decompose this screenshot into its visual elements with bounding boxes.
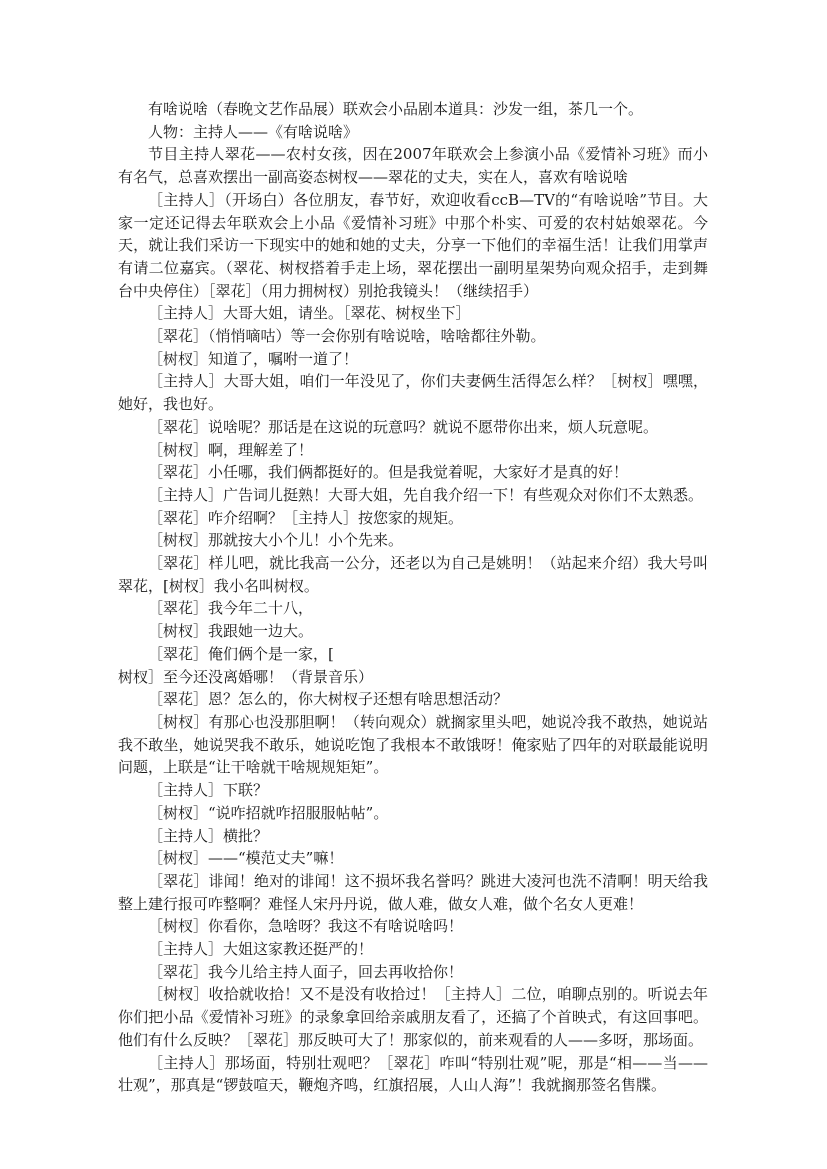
paragraph-host-intro: 节目主持人翠花——农村女孩，因在2007年联欢会上参演小品《爱情补习班》而小有名气，总喜欢摆出一副高姿态树杈——翠花的丈夫，实在人，喜欢有啥说啥 — [118, 145, 708, 187]
dialogue-line: ［树杈］那就按大小个儿！小个先来。 — [148, 531, 404, 550]
dialogue-line: ［树杈］——“模范丈夫”嘛！ — [148, 849, 344, 868]
dialogue-line: ［主持人］横批？ — [148, 826, 269, 845]
dialogue-line: ［主持人］大哥大姐，咱们一年没见了，你们夫妻俩生活得怎么样？［树杈］嘿嘿，她好，我也好。 — [118, 372, 708, 414]
dialogue-line: ［翠花］样儿吧，就比我高一公分，还老以为自己是姚明！（站起来介绍）我大号叫翠花，[树杈］我小名叫树杈。 — [118, 554, 708, 595]
dialogue-line: ［树杈］收拾就收拾！又不是没有收拾过！［主持人］二位，咱聊点别的。听说去年你们把小品《爱情补习班》的录象拿回给亲戚朋友看了，还搞了个首映式，有这回事吧。他们有什么反映？［翠花］那反映可大了！那家似的，前来观看的人——多呀，那场面。 — [118, 985, 708, 1049]
dialogue-line: ［翠花］俺们俩个是一家，[ — [148, 644, 334, 663]
dialogue-line: ［翠花］说啥呢？那话是在这说的玩意吗？就说不愿带你出来，烦人玩意呢。 — [148, 417, 659, 436]
dialogue-line: ［主持人］下联？ — [148, 781, 269, 800]
paragraph-opening: ［主持人］（开场白）各位朋友，春节好，欢迎收看ccB—TV的“有啥说啥”节目。大家一定还记得去年联欢会上小品《爱情补习班》中那个朴实、可爱的农村姑娘翠花。今天，就让我们采访一下现实中的她和她的丈夫，分享一下他们的幸福生活！让我们用掌声有请二位嘉宾。（翠花、树杈搭着手走上场，翠花摆出一副明星架势向观众招手，走到舞台中央停住）［翠花］（用力拥树杈）别抢我镜头！（继续招手） — [118, 190, 708, 300]
dialogue-line: ［主持人］大姐这家教还挺严的！ — [148, 940, 374, 959]
dialogue-line: ［翠花］恩？怎么的，你大树杈子还想有啥思想活动？ — [148, 690, 509, 709]
dialogue-line: ［翠花］咋介绍啊？［主持人］按您家的规矩。 — [148, 508, 464, 527]
paragraph-characters: 人物：主持人——《有啥说啥》 — [148, 122, 359, 141]
dialogue-line: ［树杈］知道了，嘱咐一道了！ — [148, 349, 359, 368]
document-body — [118, 98, 708, 1097]
dialogue-line: ［主持人］广告词儿挺熟！大哥大姐，先自我介绍一下！有些观众对你们不太熟悉。 — [148, 485, 704, 504]
dialogue-line: ［主持人］大哥大姐，请坐。［翠花、树杈坐下］ — [148, 304, 471, 323]
dialogue-line: ［翠花］（悄悄嘀咕）等一会你别有啥说啥，啥啥都往外勒。 — [148, 327, 546, 346]
dialogue-line: ［翠花］我今年二十八， — [148, 599, 314, 618]
dialogue-line: ［树杈］我跟她一边大。 — [148, 622, 314, 641]
dialogue-line: ［翠花］小任哪，我们俩都挺好的。但是我觉着呢，大家好才是真的好！ — [148, 463, 629, 482]
dialogue-line: 树杈］至今还没离婚哪！（背景音乐） — [118, 667, 374, 686]
dialogue-line: ［翠花］我今儿给主持人面子，回去再收拾你！ — [148, 962, 464, 981]
paragraph-title: 有啥说啥（春晚文艺作品展）联欢会小品剧本道具：沙发一组，茶几一个。 — [148, 100, 644, 118]
dialogue-line: ［树杈］你看你，急啥呀？我这不有啥说啥吗！ — [148, 917, 464, 936]
dialogue-line: ［树杈］有那心也没那胆啊！（转向观众）就搁家里头吧，她说冷我不敢热，她说站我不敢坐，她说哭我不敢乐，她说吃饱了我根本不敢饿呀！俺家贴了四年的对联最能说明问题，上联是“让干啥就干啥规规矩矩”。 — [118, 712, 708, 777]
dialogue-line: ［主持人］那场面，特别壮观吧？［翠花］咋叫“特别壮观”呢，那是“相——当——壮观”，那真是“锣鼓喧天，鞭炮齐鸣，红旗招展，人山人海”！我就搁那签名售牒。 — [118, 1053, 708, 1095]
dialogue-line: ［翠花］诽闻！绝对的诽闻！这不损坏我名誉吗？跳进大凌河也洗不清啊！明天给我整上建行报可咋整啊？难怪人宋丹丹说，做人难，做女人难，做个名女人更难！ — [118, 871, 708, 913]
dialogue-line: ［树杈］啊，理解差了！ — [148, 440, 314, 459]
dialogue-line: ［树杈］“说咋招就咋招服服帖帖”。 — [148, 803, 389, 822]
